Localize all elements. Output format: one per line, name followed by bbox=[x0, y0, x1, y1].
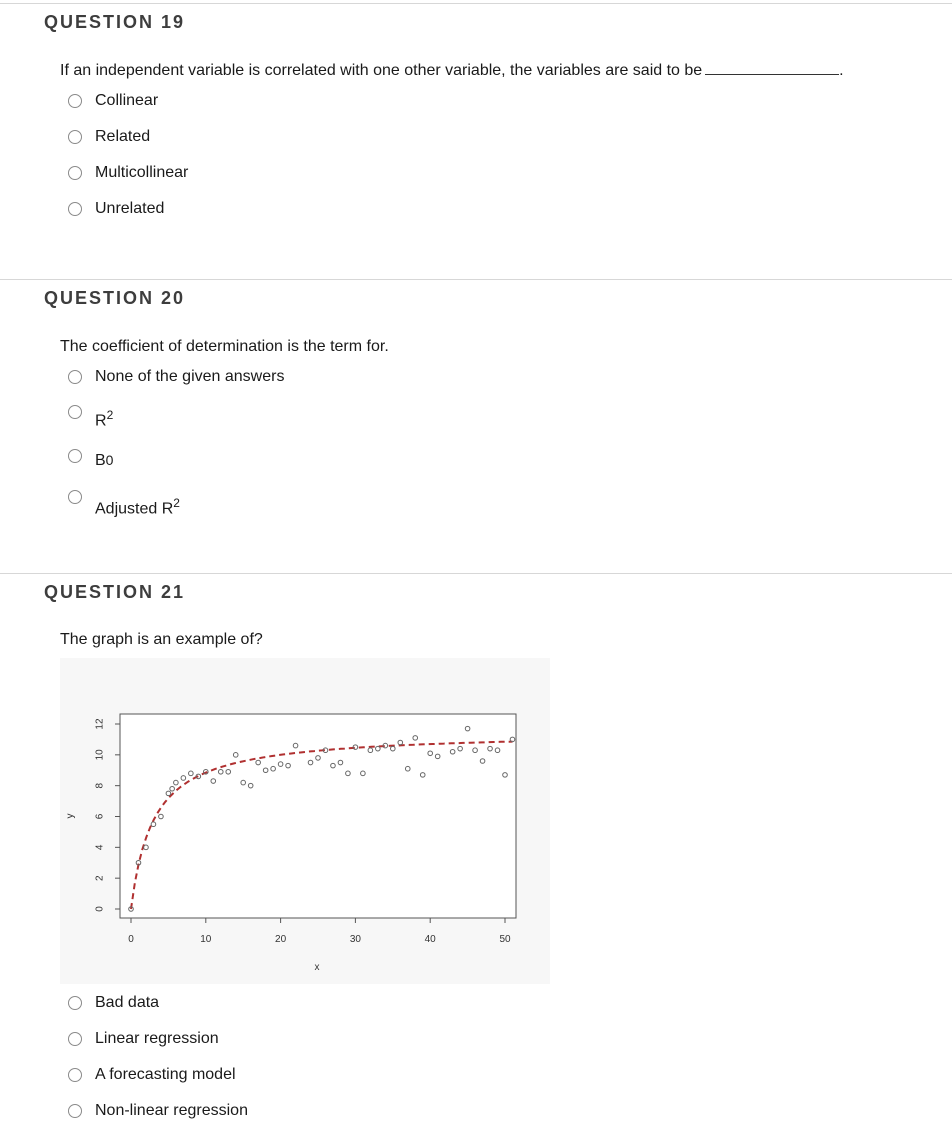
y-tick-label: 12 bbox=[94, 718, 106, 730]
option-label-text: B bbox=[95, 452, 106, 469]
question-21-title: QUESTION 21 bbox=[44, 582, 186, 602]
chart-svg bbox=[60, 658, 550, 984]
radio-button[interactable] bbox=[68, 166, 82, 180]
radio-button[interactable] bbox=[68, 1032, 82, 1046]
top-divider bbox=[0, 3, 952, 4]
plot-frame bbox=[120, 714, 516, 918]
y-tick-label: 6 bbox=[94, 813, 106, 820]
x-tick-label: 20 bbox=[275, 934, 287, 945]
option-label: Collinear bbox=[95, 92, 159, 109]
subscript: 0 bbox=[105, 452, 114, 468]
option-label bbox=[95, 408, 113, 430]
x-tick-label: 40 bbox=[424, 934, 436, 945]
question-20-title: QUESTION 20 bbox=[44, 288, 186, 308]
radio-button[interactable] bbox=[68, 130, 82, 144]
question-divider bbox=[0, 279, 952, 280]
radio-button[interactable] bbox=[68, 1104, 82, 1118]
answer-blank bbox=[705, 62, 839, 75]
y-tick-label: 8 bbox=[94, 782, 106, 789]
y-tick-label: 10 bbox=[94, 749, 106, 761]
question-19-prompt-end: . bbox=[839, 62, 844, 79]
option-label: A forecasting model bbox=[95, 1066, 236, 1083]
y-tick-label: 2 bbox=[94, 875, 106, 881]
option-label-text: R bbox=[95, 412, 107, 430]
question-19-text bbox=[60, 62, 844, 80]
y-axis-label: y bbox=[65, 813, 76, 819]
question-19-prompt: If an independent variable is correlated with one other variable, the variables are said to be bbox=[60, 62, 703, 79]
question-21-text: The graph is an example of? bbox=[60, 631, 263, 648]
scatter-chart bbox=[60, 658, 550, 984]
radio-button[interactable] bbox=[68, 996, 82, 1010]
option-label: Non-linear regression bbox=[95, 1102, 248, 1119]
radio-button[interactable] bbox=[68, 1068, 82, 1082]
option-label bbox=[95, 452, 113, 470]
x-tick-label: 30 bbox=[349, 934, 361, 945]
superscript: 2 bbox=[173, 496, 180, 510]
question-19-title: QUESTION 19 bbox=[44, 12, 186, 32]
option-label: Unrelated bbox=[95, 200, 165, 217]
option-label bbox=[95, 496, 180, 518]
option-label: None of the given answers bbox=[95, 368, 285, 385]
option-label: Related bbox=[95, 128, 151, 145]
x-tick-label: 50 bbox=[499, 934, 511, 945]
radio-button[interactable] bbox=[68, 405, 82, 419]
y-tick-label: 0 bbox=[94, 906, 106, 912]
radio-button[interactable] bbox=[68, 490, 82, 504]
question-20-text: The coefficient of determination is the term for. bbox=[60, 338, 389, 355]
x-tick-label: 0 bbox=[128, 934, 134, 945]
superscript: 2 bbox=[106, 408, 114, 422]
x-axis-label: x bbox=[314, 962, 320, 973]
radio-button[interactable] bbox=[68, 202, 82, 216]
option-label: Linear regression bbox=[95, 1030, 219, 1047]
question-divider bbox=[0, 573, 952, 574]
radio-button[interactable] bbox=[68, 449, 82, 463]
x-tick-label: 10 bbox=[200, 934, 212, 945]
option-label: Multicollinear bbox=[95, 164, 189, 181]
y-tick-label: 4 bbox=[94, 844, 106, 851]
option-label: Bad data bbox=[95, 994, 160, 1011]
radio-button[interactable] bbox=[68, 370, 82, 384]
option-label-text: Adjusted R bbox=[95, 500, 174, 518]
radio-button[interactable] bbox=[68, 94, 82, 108]
